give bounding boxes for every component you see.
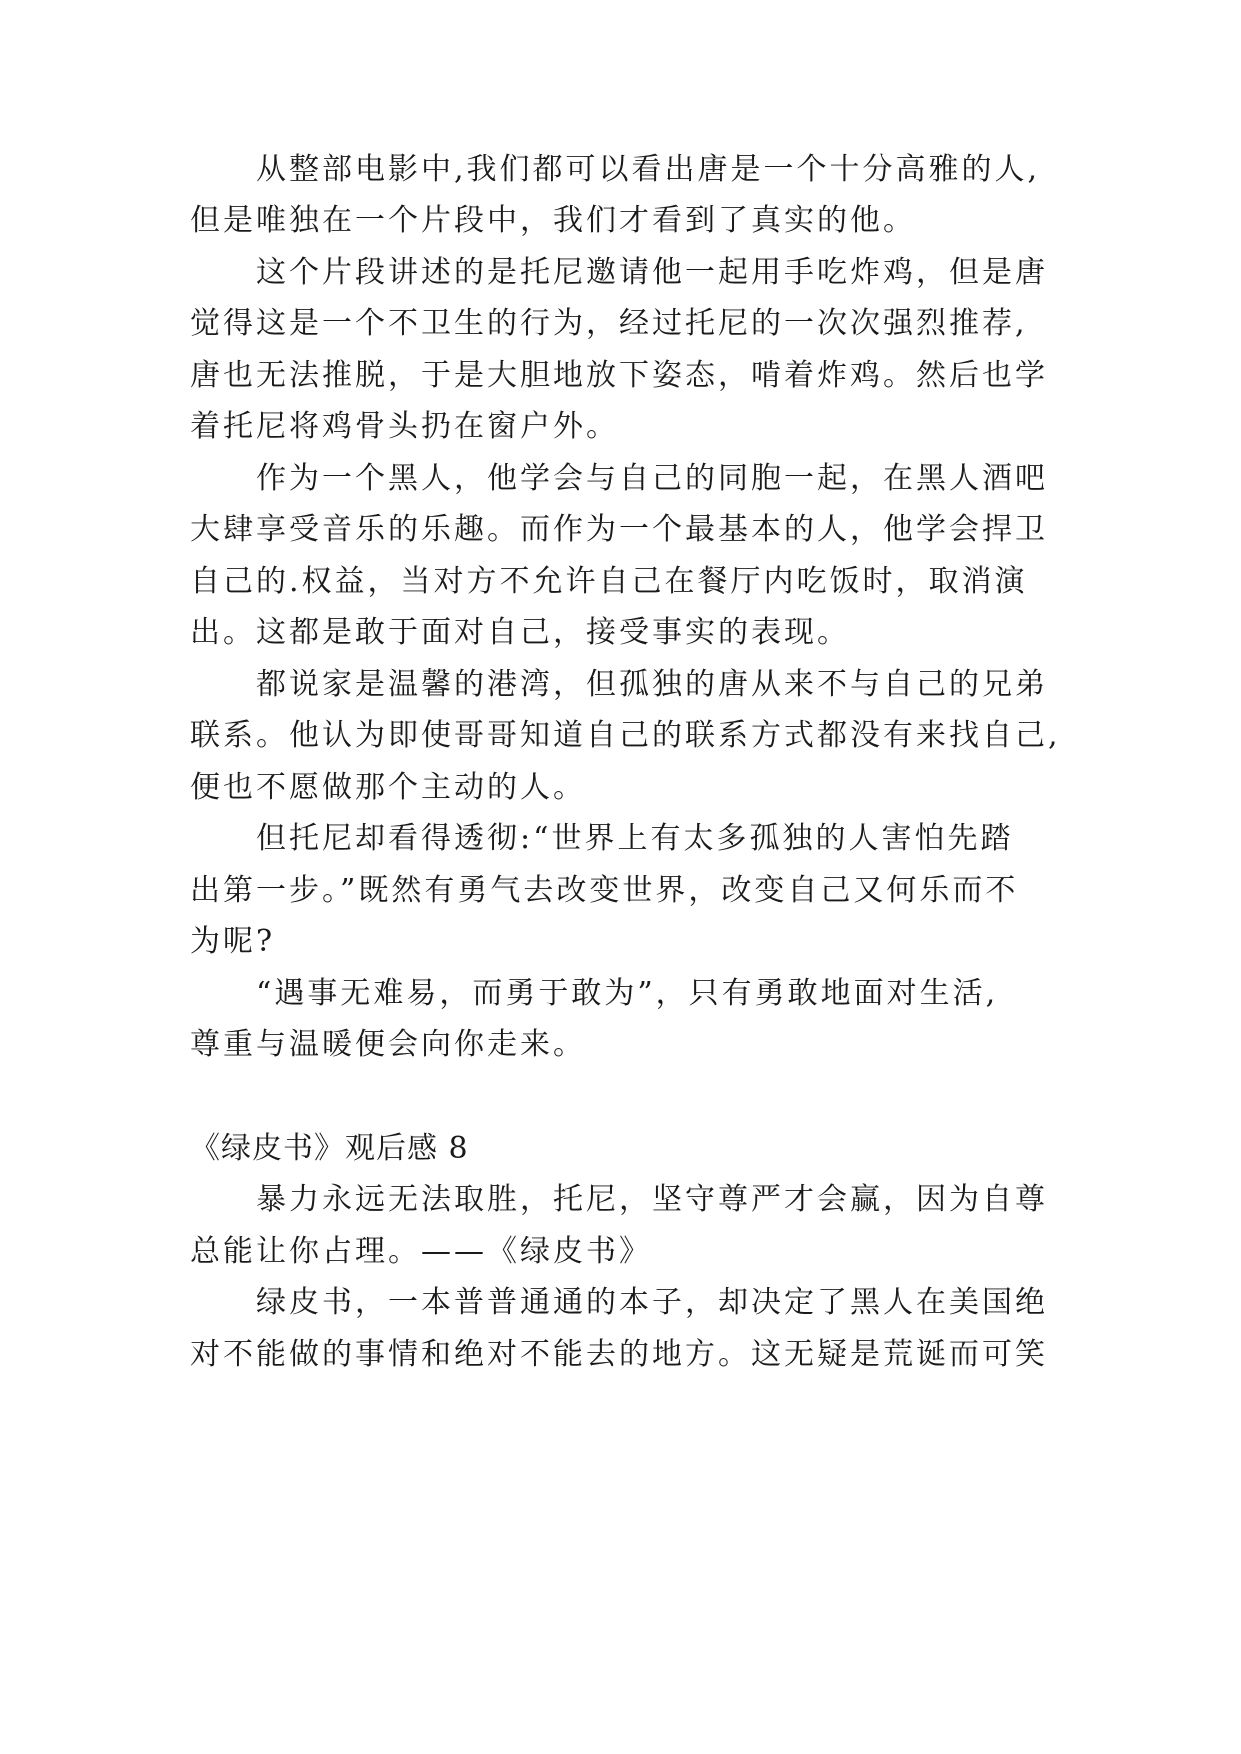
text-line: 绿皮书，一本普普通通的本子，却决定了黑人在美国绝 — [256, 1285, 1048, 1320]
text-line: 都说家是温馨的港湾，但孤独的唐从来不与自己的兄弟 — [256, 667, 1048, 702]
text-line: 从整部电影中,我们都可以看出唐是一个十分高雅的人, — [256, 152, 1041, 187]
text-line: 但托尼却看得透彻:“世界上有太多孤独的人害怕先踏 — [256, 821, 1014, 856]
text-line: 便也不愿做那个主动的人。 — [190, 770, 586, 805]
text-line: 出。这都是敢于面对自己，接受事实的表现。 — [190, 615, 850, 650]
text-line: 着托尼将鸡骨头扔在窗户外。 — [190, 409, 619, 444]
text-line: 觉得这是一个不卫生的行为，经过托尼的一次次强烈推荐, — [190, 306, 1028, 341]
section-heading: 《绿皮书》观后感 8 — [190, 1131, 469, 1166]
text-line: 为呢? — [190, 924, 276, 959]
text-line: 出第一步。”既然有勇气去改变世界，改变自己又何乐而不 — [190, 873, 1019, 908]
text-line: “遇事无难易，而勇于敢为”，只有勇敢地面对生活, — [256, 976, 999, 1011]
text-line: 暴力永远无法取胜，托尼，坚守尊严才会赢，因为自尊 — [256, 1182, 1048, 1217]
text-line: 联系。他认为即使哥哥知道自己的联系方式都没有来找自己, — [190, 718, 1061, 753]
text-line: 但是唯独在一个片段中，我们才看到了真实的他。 — [190, 203, 916, 238]
text-line: 作为一个黑人，他学会与自己的同胞一起，在黑人酒吧 — [256, 461, 1048, 496]
text-line: 唐也无法推脱，于是大胆地放下姿态，啃着炸鸡。然后也学 — [190, 358, 1048, 393]
text-line: 自己的.权益，当对方不允许自己在餐厅内吃饭时，取消演 — [190, 564, 1028, 599]
text-line: 这个片段讲述的是托尼邀请他一起用手吃炸鸡，但是唐 — [256, 255, 1048, 290]
text-line: 大肆享受音乐的乐趣。而作为一个最基本的人，他学会捍卫 — [190, 512, 1048, 547]
text-line: 总能让你占理。——《绿皮书》 — [190, 1234, 652, 1269]
text-line: 对不能做的事情和绝对不能去的地方。这无疑是荒诞而可笑 — [190, 1337, 1048, 1372]
text-line: 尊重与温暖便会向你走来。 — [190, 1027, 586, 1062]
